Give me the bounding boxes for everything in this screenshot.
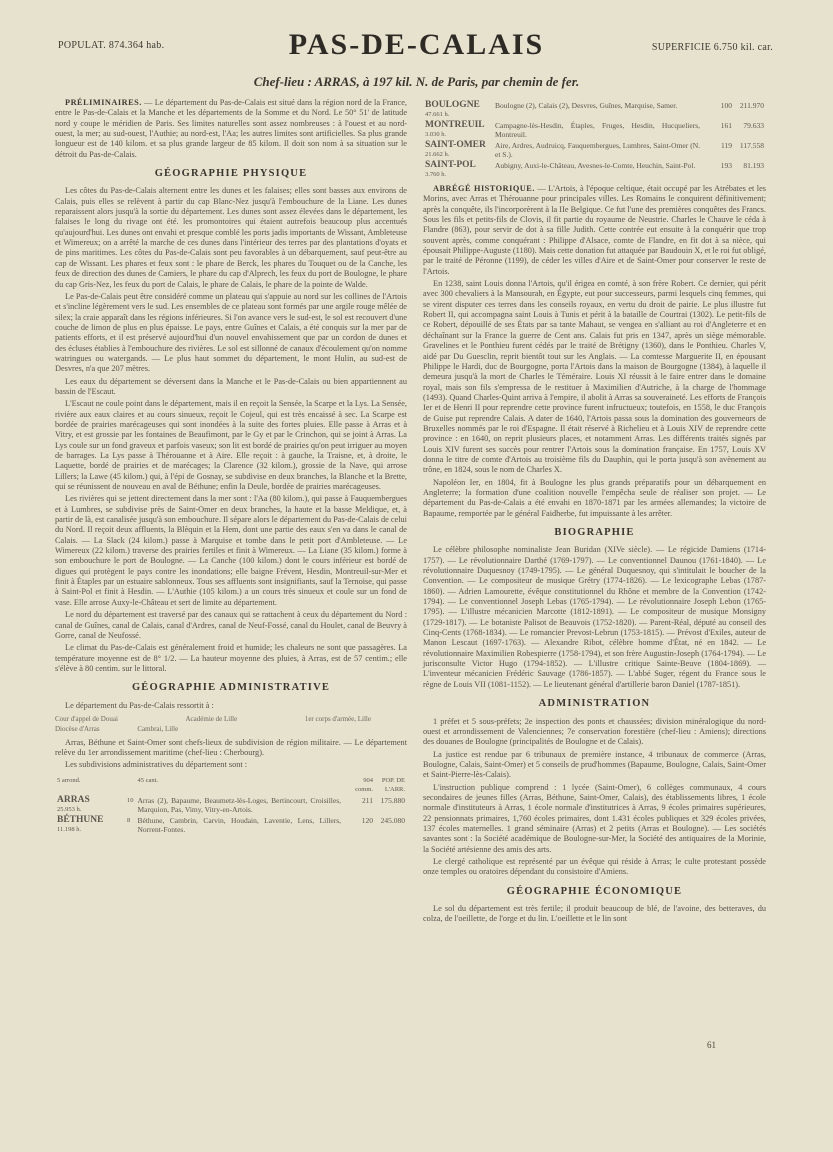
paragraph: Les rivières qui se jettent directement dans la mer sont : l'Aa (80 kilom.), qui passe à Fauquembergues et à Lumbres, se subdivise près de Saint-Omer en deux branches, la haute et la basse Meldique, et, à partir de là, est canalisée jusqu'à son embouchure. Il sépare alors le département du Pas-de-Calais de celui du Nord. Il reçoit deux affluents, la Blèquin et la Hem, dont une partie des eaux s'en va dans le canal de Calais. — La Slack (24 kilom.) passe à Marquise et tombe dans le petit port d'Ambleteuse. — Le Wimereux (22 kilom.) traverse des prairies fertiles et finit à Wimereux. — La Liane (35 kilom.) forme à son embouchure le port de Boulogne. — La Canche (100 kilom.) dont le cours inférieur est bordé de digues qui protègent le pays contre les inondations; elle baigne Frévent, Hesdin, Montreuil-sur-Mer et finit à Étaples par un estuaire sablonneux. Tous ses affluents sont insignifiants, sauf la Ternoise, qui passe à Saint-Pol et finit à Hesdin. — L'Authie (105 kilom.) a un cours très sinueux et coule sur un fond de vase. Elle arrose Auxy-le-Château et sert de limite au département. (55, 494, 407, 607)
arrondissement-name: SAINT-OMER 21.662 h. (423, 140, 493, 160)
commune-count: 120 (361, 815, 373, 825)
preliminaires-label: PRÉLIMINAIRES. (65, 98, 142, 107)
commune-count: 211 (362, 795, 373, 805)
paragraph: Le célèbre philosophe nominaliste Jean Buridan (XIVe siècle). — Le régicide Damiens (1714-1757). — Le révolutionnaire Darthé (1769-1797). — Le conventionnel Daunou (1761-1840). — Le révolutionnaire Duquesnoy (1749-1795). — Le général Duquesnoy, qui s'intitulait le boucher de la Convention. — Le compositeur de musique Grétry (1774-1826). — Le lexicographe Lebas (1787-1860). — Adrien Lamourette, évêque constitutionnel du Rhône et membre de la Convention (1742-1794). — Le conventionnel Joseph Lebas (1765-1794). — Le révolutionnaire Joseph Lebon (1765-1795). — L'illustre mécanicien Marcotte (1812-1891). — Le compositeur de musique Monsigny (1729-1817). — Le botaniste Palisot de Beauvois (1752-1820). — Parent-Réal, député au conseil des Cinq-Cents (1768-1834). — Le romancier Prevost-Lebrun (1753-1815). — Prévost d'Exiles, auteur de Manon Lescaut (1697-1763). — Alexandre Ribot, célèbre homme d'État, né en 1842. — Le révolutionnaire Maximilien Robespierre (1758-1794), et son frère Augustin-Joseph (1764-1794). — Le jurisconsulte Victor Hugo (1794-1852). — L'illustre critique Sainte-Beuve (1804-1869). — L'inventeur mécanicien Frédéric Sauvage (1786-1857). — L'abbé Suger, régent du France sous le règne de Louis VII (1081-1152). — Le lieutenant général d'artillerie baron Daniel (1787-1851). (423, 545, 766, 689)
commune-count: 161 (720, 121, 732, 130)
table-row (55, 815, 407, 835)
paragraph: Le clergé catholique est représenté par un évêque qui réside à Arras; le culte protestant possède onze temples ou oratoires dépendant du consistoire d'Amiens. (423, 856, 766, 877)
arrondissement-pop: 3.030 h. (425, 131, 447, 138)
canton-count: 10 (127, 796, 134, 804)
paragraph: Les côtes du Pas-de-Calais alternent entre les dunes et les falaises; elles sont basses aux environs de Calais, puis elles se relèvent à partir du cap Blanc-Nez jusqu'à l'embouchure de la Liane. Les dunes reparaissent alors jusqu'à la sortie du département. Les dunes sont assez élevées dans le département, les falaises le long du rivage ont été. les promontoires qui étaient autrefois beaucoup plus accentués qu'aujourd'hui. Les dunes ont envahi et presque comblé les ports jadis importants de Wissant, Ambleteuse et Wimereux; on a arrêté la marche de ces dunes dans l'intérieur des terres par des plantations d'oyats et de pins maritimes. Les côtes du Pas-de-Calais sont peu favorables à un débarquement, sauf peut-être au cap de Wissant. Les phares et feux sont : le phare de Berck, les phares du Touquet ou de la Canche, les feux de direction des dunes de Camiers, le phare du cap d'Alprech, les feux du port de Boulogne, le phare du cap Gris-Nez, les feux du port de Calais, le phare de Calais, le phare de la pointe de Walde. (55, 186, 407, 289)
arrondissement-pop: 47.661 h. (425, 111, 450, 118)
page-number: 61 (707, 1040, 716, 1050)
table-head-cell: 5 arrond. (57, 776, 81, 784)
abrege-text: — L'Artois, à l'époque celtique, était occupé par les Atrébates et les Morins, avec Arras et Thérouanne pour principales villes. Les Romains le conquirent définitivement; après la conquête, ils l'incorporèrent à la IIe Belgique. Ce fut l'une des premières conquêtes des Francs. Sous les fils et petits-fils de Clovis, il fit partie du royaume de Neustrie. Charles le Chauve le céda à Flandre (863), pour servir de dot à sa fille Judith. Cette contrée eut ensuite à la conquérir que trop souvent après, comme conquérant : Philippe d'Alsace, comte de Flandre, en fit dot à sa nièce, qui épousait Philippe-Auguste (1180). Mais cette donation fut attaquée par Baudouin X, et le roi fut obligé, par le traité de Péronne (1199), de céder les villes d'Aire et de Saint-Omer pour conserver le reste de l'Artois. (423, 184, 767, 276)
table-header-row (55, 775, 407, 795)
chef-lieu-subtitle: Chef-lieu : ARRAS, à 197 kil. N. de Paris, par chemin de fer. (253, 74, 580, 89)
table-row (423, 160, 766, 180)
right-column (423, 98, 766, 927)
table-row (55, 795, 407, 815)
canton-list: Aubigny, Auxi-le-Château, Avesnes-le-Comte, Heuchin, Saint-Pol. (495, 161, 696, 170)
commune-count: 193 (720, 161, 732, 170)
canton-list: Campagne-lès-Hesdin, Étaples, Fruges, Hesdin, Hucqueliers, Montreuil. (495, 121, 700, 139)
jurisdiction-item: Académie de Lille (185, 714, 238, 723)
paragraph: Le Pas-de-Calais peut être considéré comme un plateau qui s'appuie au nord sur les collines de l'Artois et s'incline légèrement vers le sud. Les ensembles de ce plateau sont formés par une argile rouge mêlée de silex; la craie apparaît dans les régions inférieures. Si l'on avance vers le sud-est, le sol est recouvert d'une couche de limon de plus en plus épaisse. Le pays, entre Guînes et Calais, a été conquis sur la mer par de patients efforts, et il est préservé aujourd'hui d'un nouvel envahissement que par un cordon de dunes et des écluses établies à l'embouchure des rivières. Le sol est sillonné de canaux d'écoulement qu'on nomme watringues ou watergands. — Le plus haut sommet du département, le mont Hulin, au sud-est de Desvres, n'a que 207 mètres. (55, 291, 407, 374)
paragraph: La justice est rendue par 6 tribunaux de première instance, 4 tribunaux de commerce (Arras, Boulogne, Calais, Saint-Omer) et 5 conseils de prud'hommes (Bapaume, Boulogne, Calais, Saint-Omer et Saint-Pierre-lès-Calais). (423, 749, 766, 780)
table-head-cell: 904 comm. (355, 776, 373, 793)
population-value: 117.558 (739, 141, 764, 150)
arrondissement-name: ARRAS 25.953 h. (55, 795, 125, 815)
table-row (423, 100, 766, 120)
paragraph: Le sol du département est très fertile; il produit beaucoup de blé, de l'avoine, des betteraves, du colza, de l'oeillette, de l'orge et du lin. L'oeillette et le lin sont (423, 904, 766, 924)
geographie-physique-heading: GÉOGRAPHIE PHYSIQUE (154, 168, 308, 180)
geographie-administrative-heading: GÉOGRAPHIE ADMINISTRATIVE (131, 682, 331, 694)
paragraph: L'instruction publique comprend : 1 lycée (Saint-Omer), 6 collèges communaux, 4 cours secondaires de jeunes filles (Arras, Béthune, Saint-Omer, Calais), des établissements libres, 1 école normale d'instituteurs à Arras, 1 école normale d'institutrices à Arras, 9 écoles primaires supérieures, 22 pensionnats primaires, 1,760 écoles primaires, dont 1.431 écoles publiques et 329 écoles privées, 137 écoles maternelles. 1 grand séminaire (Arras) et 2 petits (Arras et Boulogne). — Les sociétés savantes sont : la Société académique de Boulogne-sur-Mer, la Société des antiquaires de la Morinie, la Société artésienne des amis des arts. (423, 782, 766, 854)
commune-count: 119 (721, 141, 732, 150)
left-column (55, 98, 407, 839)
administration-heading: ADMINISTRATION (538, 698, 651, 710)
arrondissement-pop: 11.198 h. (57, 825, 82, 833)
geographie-economique-heading: GÉOGRAPHIE ÉCONOMIQUE (506, 885, 683, 897)
jurisdiction-item: Cambrai, Lille (137, 725, 179, 734)
canton-list: Béthune, Cambrin, Carvin, Houdain, Laventie, Lens, Lillers, Norrent-Fontes. (137, 815, 341, 834)
table-head-cell: POP. DE L'ARR. (381, 776, 405, 793)
canton-list: Boulogne (2), Calais (2), Desvres, Guînes, Marquise, Samer. (495, 101, 678, 110)
arrondissement-name: BOULOGNE 47.661 h. (423, 100, 493, 120)
jurisdiction-item: Cour d'appel de Douai (55, 714, 118, 723)
page-title: PAS-DE-CALAIS (288, 28, 545, 61)
paragraph: Les subdivisions administratives du département sont : (65, 760, 248, 770)
arrondissement-pop: 21.662 h. (425, 151, 450, 158)
arrondissements-table-left (55, 775, 407, 835)
paragraph: 1 préfet et 5 sous-préfets; 2e inspection des ponts et chaussées; division minéralogique du nord-ouest et arrondissement de Valenciennes; 7e conservation forestière (chef-lieu : Amiens); directions des douanes de Boulogne (principalités de Boulogne et de Calais). (423, 716, 766, 747)
population-value: 81.193 (743, 161, 764, 170)
commune-count: 100 (720, 101, 732, 110)
arrondissement-name: MONTREUIL 3.030 h. (423, 120, 493, 140)
table-row (423, 140, 766, 160)
paragraph: En 1238, saint Louis donna l'Artois, qu'il érigea en comté, à son frère Robert. Ce dernier, qui périt avec 300 chevaliers à la Mansourah, en Égypte, eut pour successeurs, parmi lesquels cinq femmes, qui se virent disputer ces terres dans les conseils royaux, en vertu du droit de pairie. Le plus illustre fut Robert II, qui accompagna saint Louis à Tunis et périt à la bataille de Courtrai (1302). Le petit-fils de ce Robert, dépouillé de ses États par sa tante Mahaut, se vengea en s'alliant au roi d'Angleterre et en déchaînant sur la France la guerre de Cent ans. Calais fut pris en 1347, après un siège mémorable. Gravelines et le Ponthieu furent cédés par le traité de Brétigny (1360), dans le Ponthieu. Charles V, aidé par Du Guesclin, reprit bientôt tout sur les Anglais. — La comtesse Marguerite II, en épousant Philippe le Hardi, duc de Bourgogne, porta l'Artois dans la maison de Bourgogne (1384), à laquelle il demeura jusqu'à la mort de Charles le Téméraire. Louis XI réussit à le faire entrer dans le domaine royal, mais son fils s'empressa de le restituer à Maximilien d'Autriche, à la charge de l'hommage (1493). Quand Charles-Quint arriva à l'empire, il abolit à Arras sa souveraineté. Les efforts de François Ier et de Henri II pour reprendre cette province furent infructueux; toutefois, en 1558, le duc François de Guise put reprendre Calais. A dater de 1640, l'Artois passa sous la domination des gouverneurs de Bruxelles nommés par le roi d'Espagne. Il était réservé à Richelieu et à Louis XIV de reprendre cette province : en 1640, on reprit plusieurs places, et notamment Arras. Les différents traités signés par Louis XIV furent ses succès pour rentrer l'Artois sous la domination française. En 1757, Louis XV donna le titre de comte d'Artois au troisième fils du Dauphin, qui le porta jusqu'à son avènement au trône, en 1824, sous le nom de Charles X. (423, 279, 766, 475)
canton-count: 8 (127, 816, 131, 824)
arrondissement-pop: 25.953 h. (57, 805, 82, 813)
population-value: 79.633 (743, 121, 764, 130)
jurisdiction-list (55, 714, 407, 735)
paragraph: Napoléon Ier, en 1804, fit à Boulogne les plus grands préparatifs pour un débarquement en Angleterre; la formation d'une coalition nouvelle l'empêcha seule de réaliser son projet. — Le département du Pas-de-Calais a été envahi en 1870-1871 par les armées allemandes; la victoire de Bapaume, remportée par le général Faidherbe, fut impuissante à les arrêter. (423, 477, 766, 518)
biographie-heading: BIOGRAPHIE (554, 527, 635, 538)
paragraph: Le département du Pas-de-Calais ressortit à : (65, 700, 214, 710)
canton-list: Aire, Ardres, Audruicq, Fauquembergues, Lumbres, Saint-Omer (N. et S.). (495, 141, 700, 159)
population-value: 175.880 (380, 795, 405, 805)
jurisdiction-item: Diocèse d'Arras (55, 725, 100, 734)
arrondissement-name: BÉTHUNE 11.198 h. (55, 815, 125, 835)
paragraph: Le nord du département est traversé par des canaux qui se rattachent à ceux du département du Nord : canal de Guînes, canal de Calais, canal d'Ardres, canal de Neuf-Fossé, canal du Houlet, canal de Beuvry à Gorre, canal de Neufossé. (55, 610, 407, 640)
paragraph: Arras, Béthune et Saint-Omer sont chefs-lieux de subdivision de région militaire. — Le département relève du 1er arrondissement maritime (chef-lieu : Cherbourg). (55, 737, 407, 757)
preliminaires-text: — Le département du Pas-de-Calais est situé dans la région nord de la France, entre le Pas-de-Calais et la Manche et les départements de la Somme et du Nord. Le 50° 51' de latitude nord y coupe le méridien de Paris. Ses limites naturelles sont assez nombreuses : à l'ouest et au nord-ouest, la mer; au sud-ouest, l'Authie; au nord-est, l'Aa; les autres limites sont artificielles. Sa plus grande longueur est de 140 kilom. et sa plus grande largeur de 85 kilom. Il doit son nom à sa situation sur le détroit du Pas-de-Calais. (55, 98, 407, 159)
arrondissement-pop: 3.760 h. (425, 171, 447, 178)
paragraph: L'Escaut ne coule point dans le département, mais il en reçoit la Sensée, la Scarpe et la Lys. La Sensée, rivière aux eaux claires et au cours sinueux, reçoit le Cojeul, qui est très encaissé à sec. La Scarpe est bordée de prairies marécageuses qui sont inondées à la suite des fortes pluies. Elle passe à Arras et à Vitry, et est grossie par les fontaines de Beaufimont, par le Gy et par le Crinchon, qui se joint à Arras. La Lys coule sur un fond graveux et parfois vaseux; son lit est bordé de prairies qu'on peut irriguer au moyen de barrages. La Lys passe à Thérouanne et à Aire. Elle reçoit : à gauche, la Traisne, et, à droite, le Laquette, bordé de prairies et de marécages; la Clarence (32 kilom.), grossie de la Nave, qui arrose Lillers; la Lawe (45 kilom.) qui, à l'épi de Gosnay, se subdivise en deux branches, la Blanche et la Brette, qui se réunissent de nouveau en aval de Béthune; enfin la Deule, bordée de prairies marécageuses. (55, 399, 407, 492)
table-row (423, 120, 766, 140)
preliminaires-paragraph (55, 98, 407, 160)
paragraph: Les eaux du département se déversent dans la Manche et le Pas-de-Calais ou bien appartiennent au bassin de l'Escaut. (55, 376, 407, 396)
superficie-header: SUPERFICIE 6.750 kil. car. (651, 42, 773, 53)
abrege-paragraph (423, 184, 766, 277)
arrondissement-name: SAINT-POL 3.760 h. (423, 160, 493, 180)
population-header: POPULAT. 874.364 hab. (58, 40, 165, 51)
jurisdiction-item: 1er corps d'armée, Lille (304, 714, 371, 723)
arrondissements-table-right (423, 100, 766, 180)
population-value: 211.970 (739, 101, 764, 110)
paragraph: Le climat du Pas-de-Calais est généralement froid et humide; les chaleurs ne sont que passagères. La température moyenne est de 8° 1/2. — La hauteur moyenne des pluies, à Arras, est de 57 centim.; elle s'élève à 80 centim. sur le littoral. (55, 643, 407, 673)
abrege-label: ABRÉGÉ HISTORIQUE. (433, 184, 535, 193)
population-value: 245.080 (380, 815, 405, 825)
canton-list: Arras (2), Bapaume, Beaumetz-lès-Loges, Bertincourt, Croisilles, Marquion, Pas, Vimy, Vitry-en-Artois. (137, 795, 341, 814)
table-head-cell: 45 cant. (137, 776, 159, 784)
